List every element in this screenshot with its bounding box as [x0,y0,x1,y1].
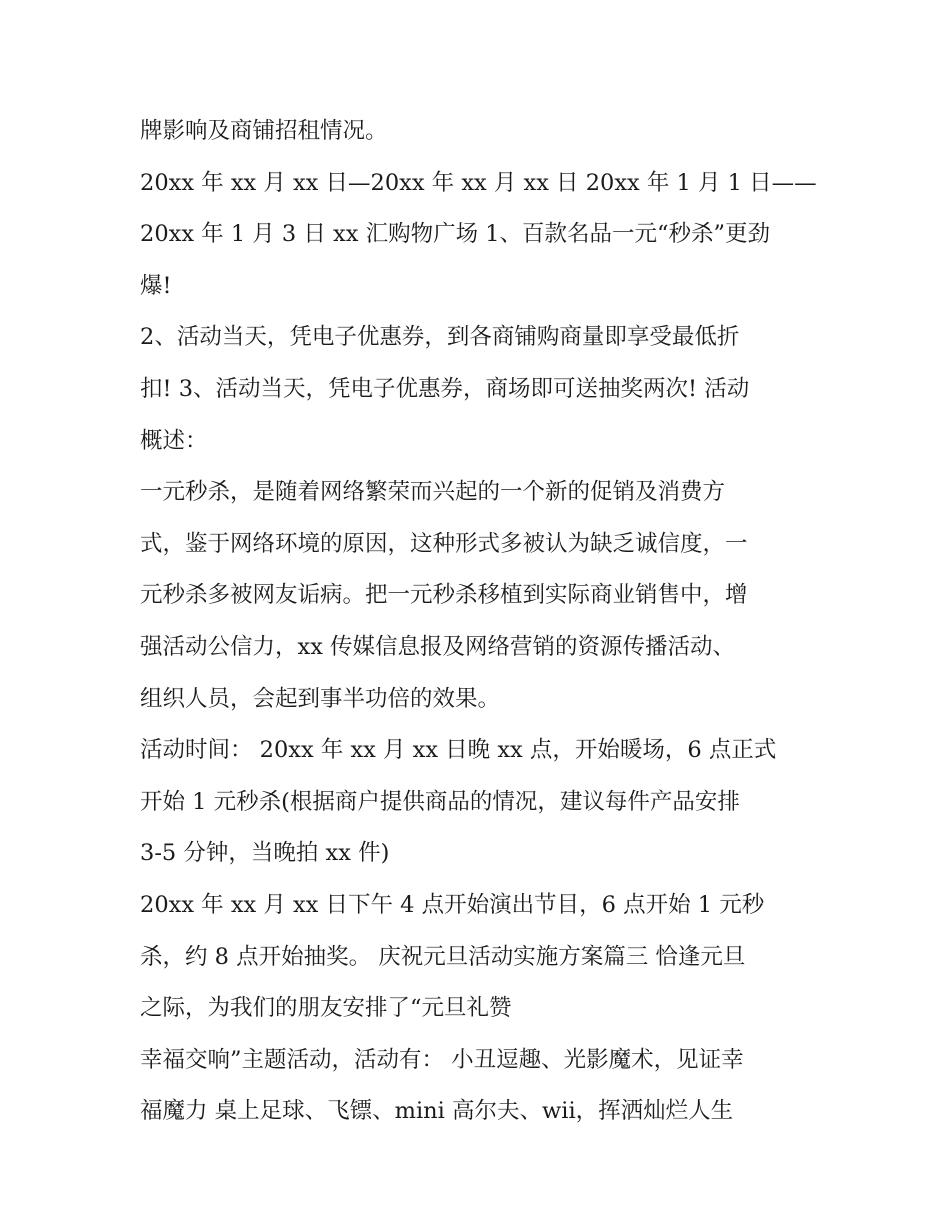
text-line: 牌影响及商铺招租情况。 [140,118,388,144]
text-line: 福魔力 桌上足球、飞镖、mini 高尔夫、wii，挥洒灿烂人生 [140,1098,734,1125]
text-line: 幸福交响”主题活动，活动有： 小丑逗趣、光影魔术，见证幸 [140,1046,744,1073]
text-line: 开始 1 元秒杀(根据商户提供商品的情况，建议每件产品安排 [140,788,740,815]
text-line: 活动时间： 20xx 年 xx 月 xx 日晚 xx 点，开始暖场，6 点正式 [140,737,777,764]
text-line: 扣! 3、活动当天，凭电子优惠券，商场即可送抽奖两次! 活动 [140,375,750,402]
text-line: 之际，为我们的朋友安排了“元旦礼赞 [140,995,512,1022]
text-line: 杀，约 8 点开始抽奖。 庆祝元旦活动实施方案篇三 恰逢元旦 [140,943,746,970]
text-line: 概述： [140,427,208,454]
text-line: 3-5 分钟，当晚拍 xx 件) [140,840,390,867]
text-line: 一元秒杀，是随着网络繁荣而兴起的一个新的促销及消费方 [140,479,726,506]
text-line: 式，鉴于网络环境的原因，这种形式多被认为缺乏诚信度，一 [140,530,748,557]
text-line: 2、活动当天，凭电子优惠券，到各商铺购商量即享受最低折 [140,324,740,351]
text-line: 强活动公信力，xx 传媒信息报及网络营销的资源传播活动、 [140,633,736,660]
text-line: 20xx 年 1 月 3 日 xx 汇购物广场 1、百款名品一元“秒杀”更劲 [140,221,771,248]
text-line: 20xx 年 xx 月 xx 日—20xx 年 xx 月 xx 日 20xx 年 1 月 1 日—— [140,169,817,196]
text-line: 20xx 年 xx 月 xx 日下午 4 点开始演出节目，6 点开始 1 元秒 [140,891,765,918]
document-body [140,106,840,1138]
text-line: 元秒杀多被网友诟病。把一元秒杀移植到实际商业销售中，增 [140,582,748,609]
text-line: 爆! [140,272,172,299]
text-line: 组织人员，会起到事半功倍的效果。 [140,685,501,712]
